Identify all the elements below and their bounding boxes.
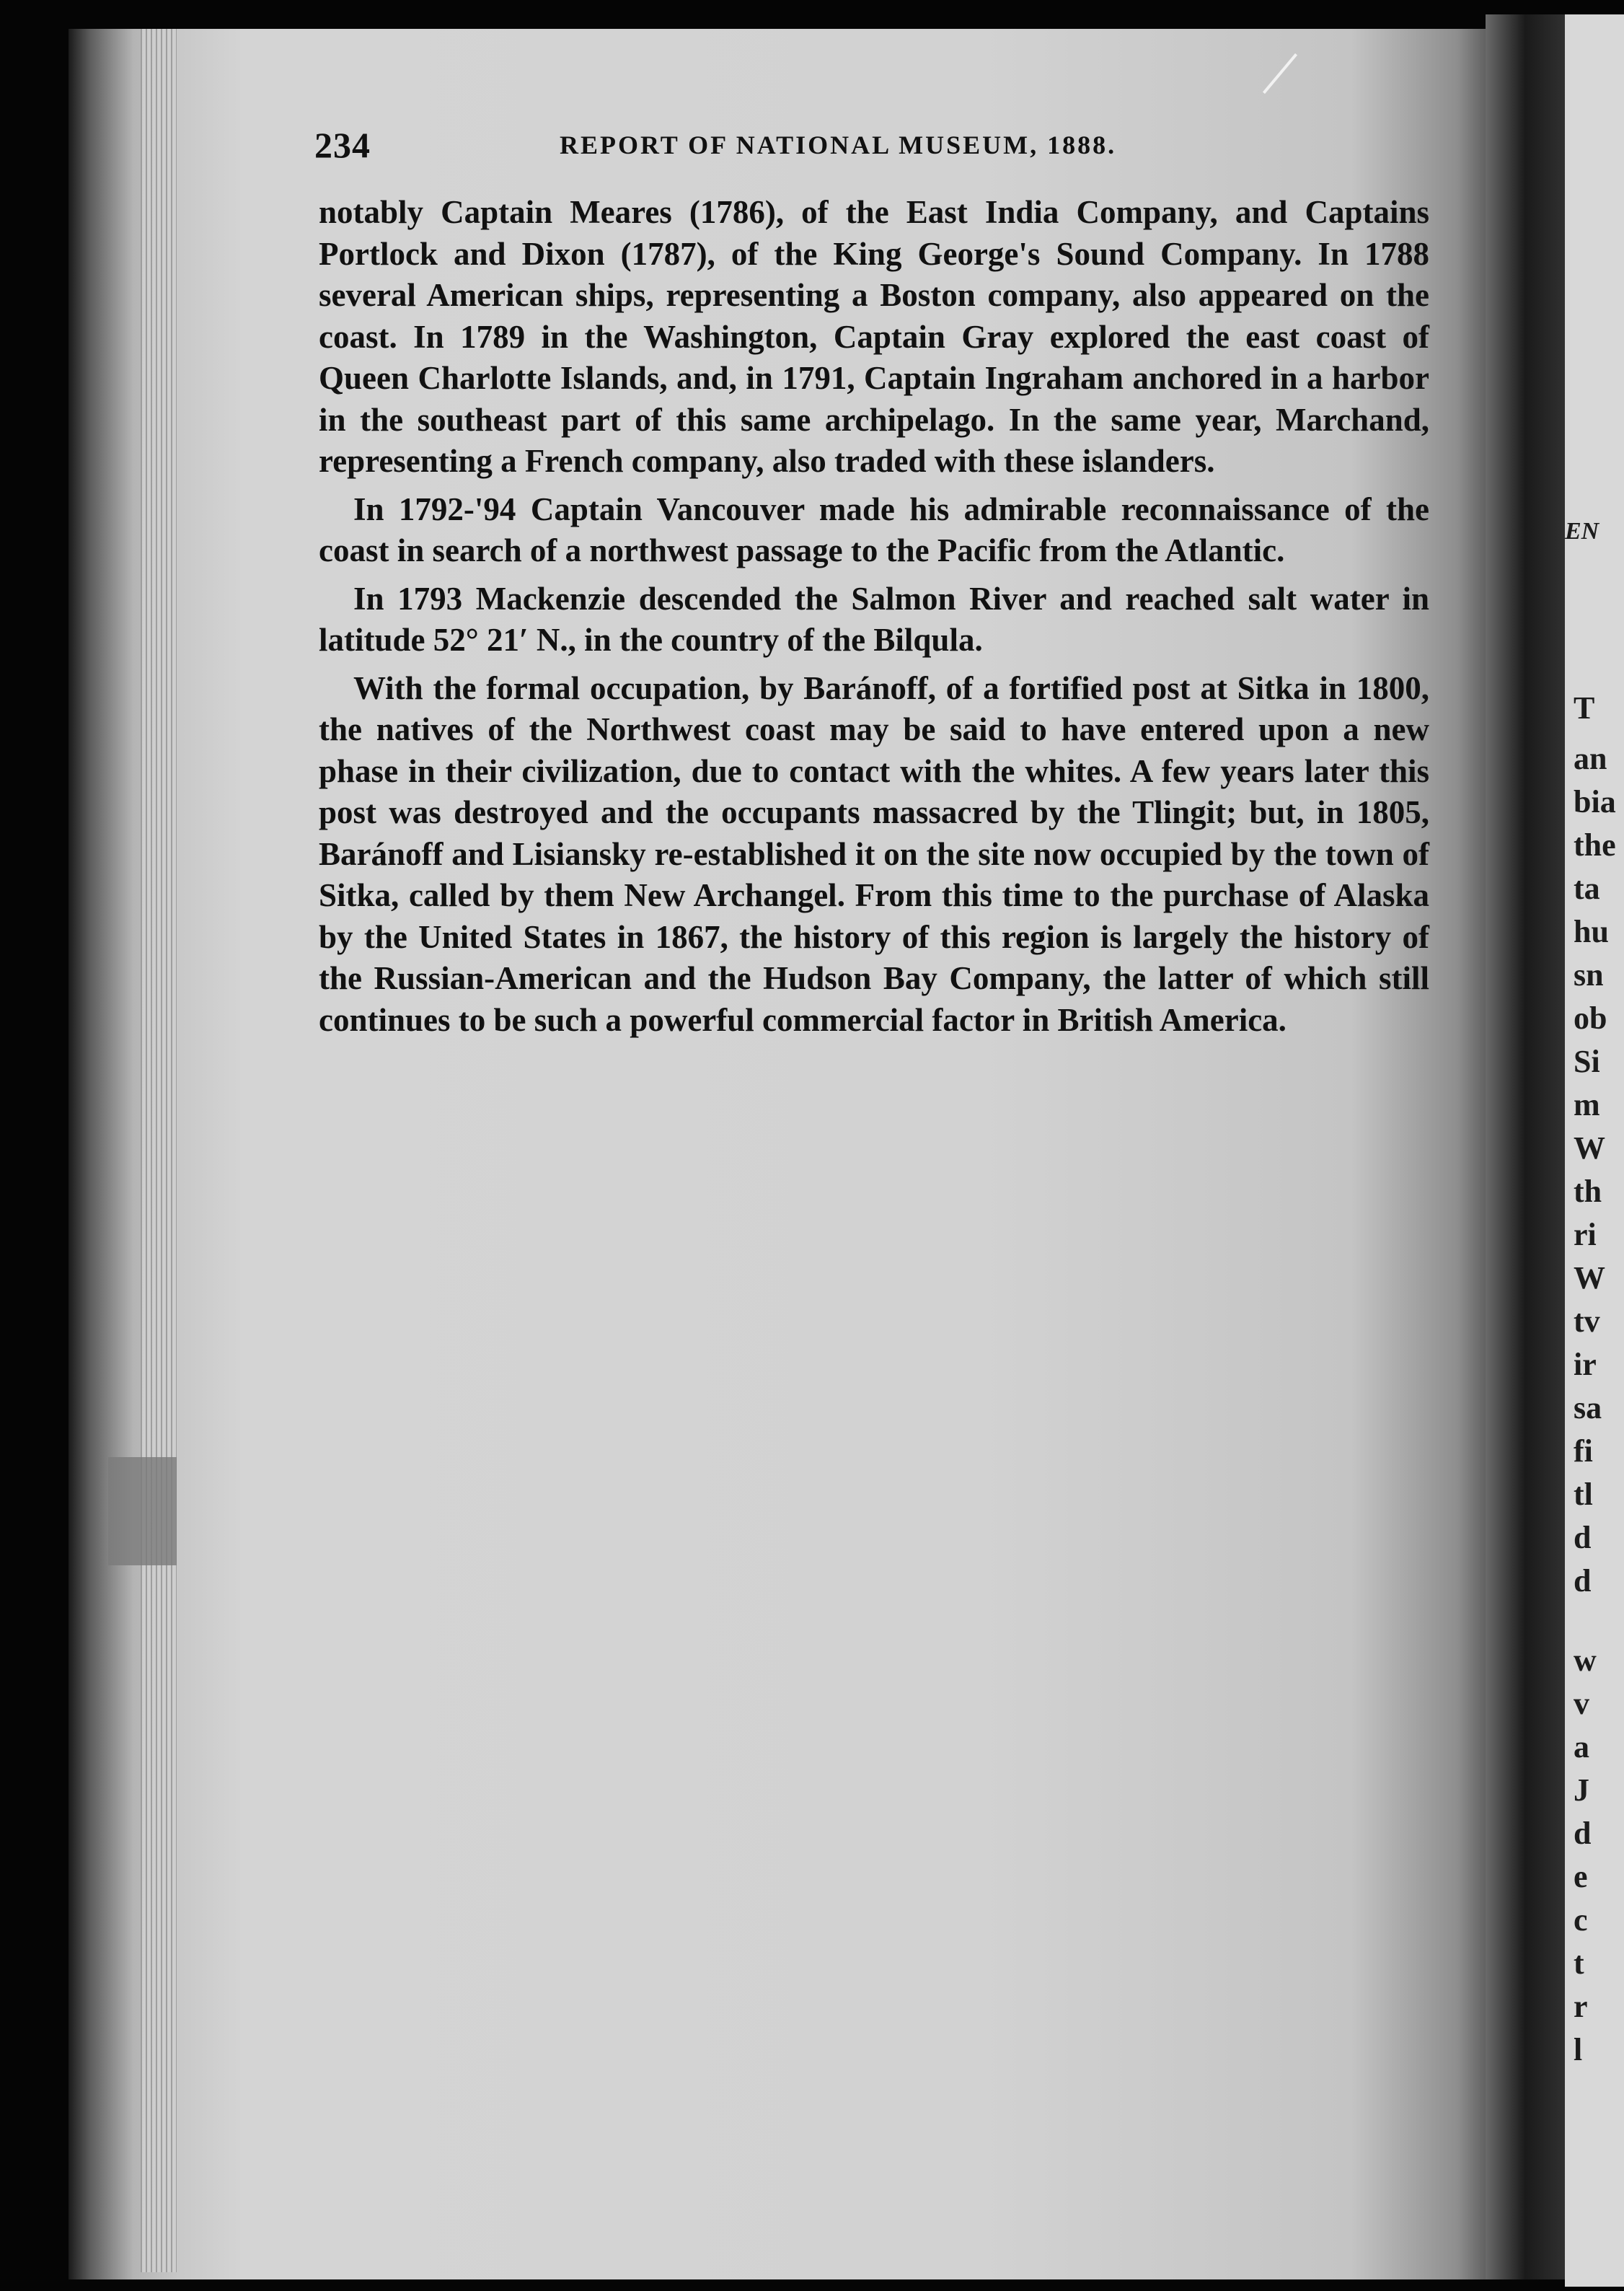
facing-page-line-fragment: an — [1574, 741, 1607, 776]
paragraph: notably Captain Meares (1786), of the East India Company, and Captains Portlock and Dixon (1787), of the King George's Sound Company. In 1788 several American ships, representing a Boston company, also appeared on the coast. In 1789 in the Washington, Captain Gray explored the east coast of Queen Charlotte Islands, and, in 1791, Captain Ingraham anchored in a harbor in the southeast part of this same archipelago. In the same year, Marchand, representing a French company, also traded with these islanders. — [319, 194, 1429, 479]
facing-page-line-fragment: sa — [1574, 1390, 1602, 1425]
facing-page-line-fragment: tl — [1574, 1477, 1593, 1512]
facing-page-line-fragment: Si — [1574, 1044, 1600, 1079]
paragraph: In 1793 Mackenzie descended the Salmon River and reached salt water in latitude 52° 21′ N., in the country of the Bilqula. — [319, 580, 1429, 658]
facing-page-line-fragment: e — [1574, 1859, 1588, 1894]
facing-page-line-fragment: fi — [1574, 1433, 1593, 1469]
facing-page-line-fragment: r — [1574, 1989, 1588, 2024]
facing-page-line-fragment: v — [1574, 1686, 1589, 1721]
facing-page-line-fragment: l — [1574, 2032, 1583, 2067]
paragraph: With the formal occupation, by Baránoff, of a fortified post at Sitka in 1800, the natives of the Northwest coast may be said to have entered upon a new phase in their civilization, due to contact with the whites. A few years later this post was destroyed and the occupants massacred by the Tlingit; but, in 1805, Baránoff and Lisiansky re-established it on the site now occupied by the town of Sitka, called by them New Archangel. From this time to the purchase of Alaska by the United States in 1867, the history of this region is largely the history of the Russian-American and the Hudson Bay Company, the latter of which still continues to be such a powerful commercial factor in British America. — [319, 669, 1429, 1038]
running-title: REPORT OF NATIONAL MUSEUM, 1888. — [560, 131, 1117, 159]
facing-page-line-fragment: th — [1574, 1174, 1602, 1209]
running-head — [314, 124, 1425, 167]
facing-page-line-fragment: d — [1574, 1520, 1592, 1555]
facing-page-line-fragment: d — [1574, 1563, 1592, 1599]
facing-page-line-fragment: t — [1574, 1945, 1584, 1981]
facing-page-line-fragment: bia — [1574, 784, 1616, 819]
facing-page-line-fragment: J — [1574, 1772, 1589, 1808]
facing-page-line-fragment: hu — [1574, 914, 1609, 949]
facing-page-line-fragment: ob — [1574, 1001, 1607, 1036]
facing-page-line-fragment: ta — [1574, 871, 1600, 906]
binding-tab-mark — [108, 1457, 177, 1565]
facing-page-fragment — [1565, 14, 1624, 2287]
facing-page-line-fragment: m — [1574, 1087, 1600, 1122]
facing-page-line-fragment: c — [1574, 1902, 1588, 1938]
body-text — [319, 192, 1429, 1047]
facing-page-line-fragment: W — [1574, 1130, 1605, 1166]
facing-page-line-fragment: d — [1574, 1816, 1592, 1851]
facing-page-line-fragment: a — [1574, 1729, 1589, 1764]
facing-page-line-fragment: tv — [1574, 1303, 1600, 1339]
facing-page-header-fragment: EN — [1565, 518, 1599, 545]
facing-page-line-fragment: W — [1574, 1260, 1605, 1296]
facing-page-line-fragment: ri — [1574, 1217, 1597, 1252]
facing-page-line-fragment: ir — [1574, 1347, 1597, 1382]
facing-page-line-fragment: the — [1574, 827, 1616, 863]
facing-page-line-fragment: T — [1574, 690, 1595, 726]
facing-page-line-fragment: sn — [1574, 957, 1604, 993]
page-gutter-shadow — [1486, 14, 1565, 2279]
page-edges — [141, 29, 180, 2272]
paragraph: In 1792-'94 Captain Vancouver made his admirable reconnaissance of the coast in search of a northwest passage to the Pacific from the Atlantic. — [319, 491, 1429, 568]
facing-page-line-fragment: w — [1574, 1643, 1597, 1678]
page-number: 234 — [314, 125, 371, 165]
